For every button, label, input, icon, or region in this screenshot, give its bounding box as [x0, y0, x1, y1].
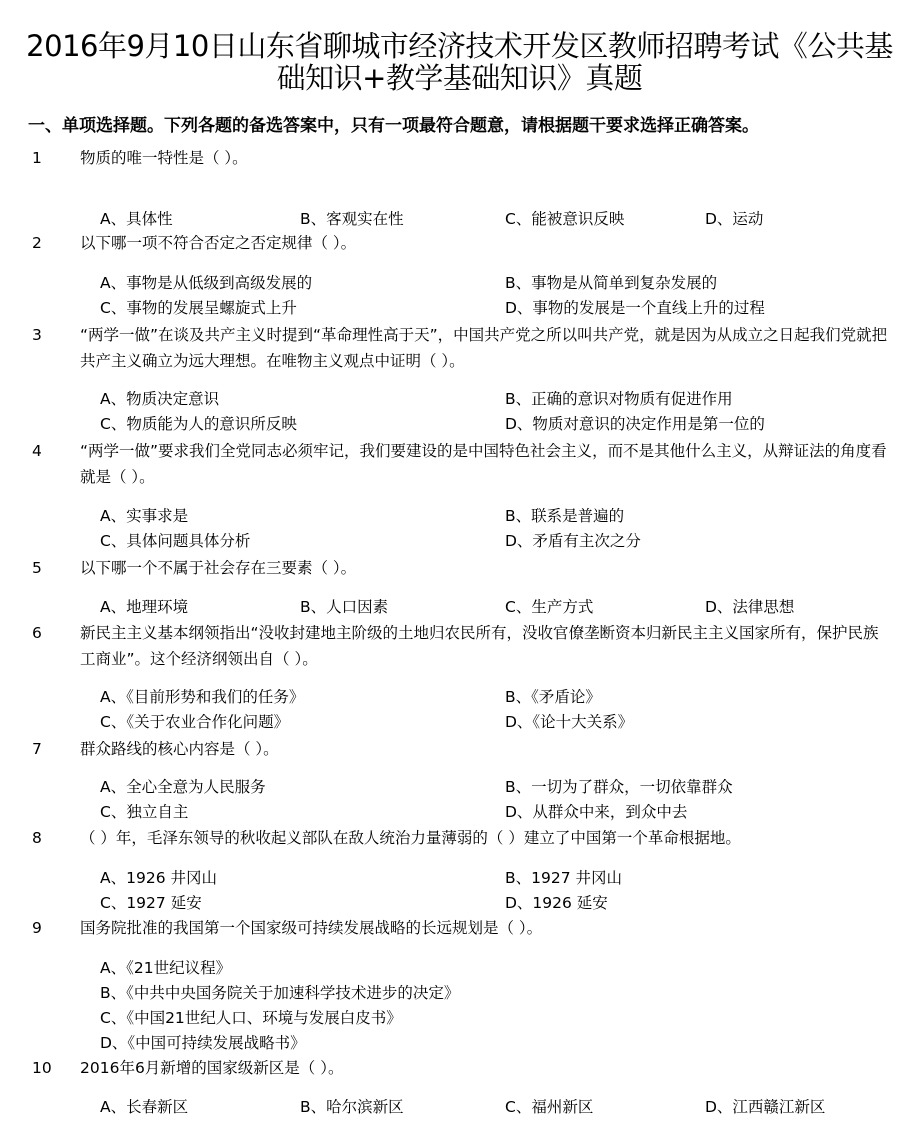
- question-number: 5: [32, 559, 42, 577]
- option-a: A、《21世纪议程》: [100, 959, 232, 977]
- option-d: D、矛盾有主次之分: [505, 532, 641, 550]
- option-b: B、客观实在性: [300, 210, 404, 228]
- option-d: D、《论十大关系》: [505, 713, 634, 731]
- question-number: 3: [32, 326, 42, 344]
- question-text: （ ）年，毛泽东领导的秋收起义部队在敌人统治力量薄弱的（ ）建立了中国第一个革命根据地。: [80, 829, 741, 847]
- option-b: B、联系是普遍的: [505, 507, 625, 525]
- option-c: C、1927 延安: [100, 894, 202, 912]
- option-c: C、《中国21世纪人口、环境与发展白皮书》: [100, 1009, 402, 1027]
- option-d: D、物质对意识的决定作用是第一位的: [505, 415, 765, 433]
- option-c: C、生产方式: [505, 598, 594, 616]
- option-c: C、《关于农业合作化问题》: [100, 713, 290, 731]
- question-number: 7: [32, 740, 42, 758]
- question-text: “两学一做”在谈及共产主义时提到“革命理性高于天”，中国共产党之所以叫共产党，就是因为从成立之日起我们党就把共产主义确立为远大理想。在唯物主义观点中证明（ ）。: [80, 326, 888, 370]
- option-d: D、运动: [705, 210, 764, 228]
- option-a: A、物质决定意识: [100, 390, 220, 408]
- option-b: B、人口因素: [300, 598, 389, 616]
- option-d: D、1926 延安: [505, 894, 608, 912]
- option-a: A、《目前形势和我们的任务》: [100, 688, 305, 706]
- option-a: A、长春新区: [100, 1098, 189, 1116]
- question-text: 物质的唯一特性是（ ）。: [80, 149, 248, 167]
- option-c: C、能被意识反映: [505, 210, 625, 228]
- option-a: A、全心全意为人民服务: [100, 778, 266, 796]
- option-b: B、《矛盾论》: [505, 688, 601, 706]
- question-number: 10: [32, 1059, 52, 1077]
- question-text: 2016年6月新增的国家级新区是（ ）。: [80, 1059, 344, 1077]
- page-title: 2016年9月10日山东省聊城市经济技术开发区教师招聘考试《公共基础知识+教学基础知识》真题: [26, 29, 893, 95]
- question-text: 以下哪一项不符合否定之否定规律（ ）。: [80, 234, 357, 252]
- option-b: B、1927 井冈山: [505, 869, 623, 887]
- option-b: B、哈尔滨新区: [300, 1098, 404, 1116]
- option-c: C、福州新区: [505, 1098, 594, 1116]
- option-c: C、独立自主: [100, 803, 189, 821]
- option-b: B、一切为了群众，一切依靠群众: [505, 778, 733, 796]
- option-a: A、具体性: [100, 210, 173, 228]
- option-b: B、《中共中央国务院关于加速科学技术进步的决定》: [100, 984, 460, 1002]
- option-a: A、1926 井冈山: [100, 869, 217, 887]
- question-text: 国务院批准的我国第一个国家级可持续发展战略的长远规划是（ ）。: [80, 919, 543, 937]
- option-a: A、事物是从低级到高级发展的: [100, 274, 313, 292]
- option-d: D、从群众中来，到众中去: [505, 803, 688, 821]
- question-number: 4: [32, 442, 42, 460]
- question-text: “两学一做”要求我们全党同志必须牢记，我们要建设的是中国特色社会主义，而不是其他什么主义，从辩证法的角度看就是（ ）。: [80, 442, 887, 486]
- option-b: B、正确的意识对物质有促进作用: [505, 390, 733, 408]
- option-d: D、事物的发展是一个直线上升的过程: [505, 299, 765, 317]
- question-number: 9: [32, 919, 42, 937]
- option-c: C、物质能为人的意识所反映: [100, 415, 297, 433]
- question-text: 群众路线的核心内容是（ ）。: [80, 740, 279, 758]
- question-number: 8: [32, 829, 42, 847]
- question-number: 6: [32, 624, 42, 642]
- option-d: D、法律思想: [705, 598, 795, 616]
- question-text: 新民主主义基本纲领指出“没收封建地主阶级的土地归农民所有，没收官僚垄断资本归新民主主义国家所有，保护民族工商业”。这个经济纲领出自（ ）。: [80, 624, 879, 668]
- option-c: C、具体问题具体分析: [100, 532, 251, 550]
- question-number: 2: [32, 234, 42, 252]
- option-b: B、事物是从简单到复杂发展的: [505, 274, 718, 292]
- option-c: C、事物的发展呈螺旋式上升: [100, 299, 297, 317]
- option-a: A、实事求是: [100, 507, 189, 525]
- option-d: D、江西赣江新区: [705, 1098, 826, 1116]
- question-text: 以下哪一个不属于社会存在三要素（ ）。: [80, 559, 357, 577]
- option-a: A、地理环境: [100, 598, 189, 616]
- option-d: D、《中国可持续发展战略书》: [100, 1034, 306, 1052]
- question-number: 1: [32, 149, 42, 167]
- section-heading: 一、单项选择题。下列各题的备选答案中，只有一项最符合题意，请根据题干要求选择正确答案。: [28, 116, 759, 136]
